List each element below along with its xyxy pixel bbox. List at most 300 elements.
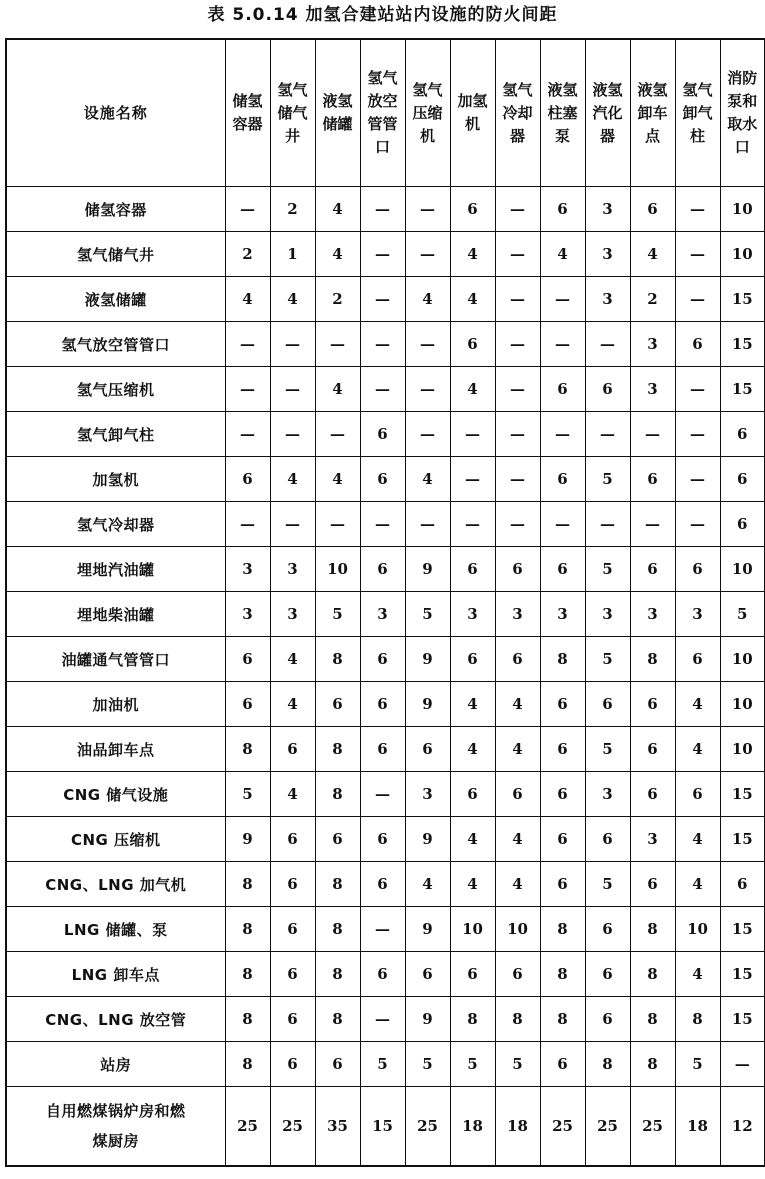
row-name: 氢气冷却器 — [76, 515, 155, 534]
distance-cell: 4 — [270, 457, 315, 502]
row-name: CNG、LNG 放空管 — [45, 1010, 187, 1029]
table-row — [6, 1087, 765, 1167]
distance-cell: — — [360, 187, 405, 232]
distance-cell: 6 — [675, 637, 720, 682]
distance-cell: 6 — [720, 412, 765, 457]
distance-cell: 9 — [405, 907, 450, 952]
distance-cell: 10 — [720, 232, 765, 277]
distance-cell: 6 — [540, 457, 585, 502]
distance-cell: 6 — [495, 547, 540, 592]
distance-cell: 8 — [630, 997, 675, 1042]
row-name: 埋地汽油罐 — [76, 560, 155, 579]
distance-cell: 25 — [540, 1087, 585, 1167]
distance-cell: 6 — [270, 1042, 315, 1087]
distance-cell: 9 — [405, 997, 450, 1042]
distance-cell: 18 — [675, 1087, 720, 1167]
distance-cell: — — [450, 457, 495, 502]
row-name: 加油机 — [92, 695, 139, 714]
distance-cell: — — [360, 907, 405, 952]
row-name: 储氢容器 — [84, 200, 147, 219]
distance-cell: 6 — [630, 727, 675, 772]
distance-cell: 15 — [720, 367, 765, 412]
distance-cell: 6 — [270, 907, 315, 952]
row-name: 液氢储罐 — [84, 290, 147, 309]
distance-cell: 8 — [630, 952, 675, 997]
distance-cell: — — [405, 322, 450, 367]
row-name: 加氢机 — [92, 470, 139, 489]
distance-cell: 6 — [540, 727, 585, 772]
column-header-label: 液氢柱塞泵 — [547, 80, 578, 145]
distance-cell: 6 — [225, 637, 270, 682]
row-name: LNG 储罐、泵 — [63, 920, 168, 939]
distance-cell: 6 — [585, 907, 630, 952]
row-name-cell — [6, 952, 225, 997]
distance-cell: 18 — [495, 1087, 540, 1167]
distance-cell: 3 — [495, 592, 540, 637]
table-row — [6, 277, 765, 322]
distance-cell: — — [405, 367, 450, 412]
table-row — [6, 907, 765, 952]
column-header — [405, 39, 450, 187]
row-name-cell — [6, 682, 225, 727]
row-name-cell — [6, 547, 225, 592]
distance-cell: 15 — [720, 322, 765, 367]
distance-cell: 6 — [405, 952, 450, 997]
distance-cell: 4 — [315, 232, 360, 277]
table-row — [6, 232, 765, 277]
fire-distance-table — [5, 38, 765, 1167]
distance-cell: — — [585, 502, 630, 547]
distance-cell: 6 — [360, 412, 405, 457]
distance-cell: 8 — [225, 727, 270, 772]
distance-cell: — — [225, 187, 270, 232]
row-name-cell — [6, 232, 225, 277]
distance-cell: 3 — [585, 592, 630, 637]
distance-cell: 6 — [495, 952, 540, 997]
distance-cell: 5 — [315, 592, 360, 637]
distance-cell: — — [360, 502, 405, 547]
distance-cell: 6 — [540, 187, 585, 232]
distance-cell: 8 — [540, 997, 585, 1042]
distance-cell: 8 — [315, 637, 360, 682]
distance-cell: 15 — [720, 277, 765, 322]
distance-cell: — — [630, 412, 675, 457]
table-row — [6, 952, 765, 997]
column-header — [315, 39, 360, 187]
distance-cell: — — [225, 367, 270, 412]
distance-cell: 6 — [585, 367, 630, 412]
distance-cell: 8 — [225, 997, 270, 1042]
distance-cell: 3 — [225, 592, 270, 637]
column-header-label: 液氢汽化器 — [592, 80, 623, 145]
distance-cell: 6 — [360, 817, 405, 862]
distance-cell: 8 — [540, 637, 585, 682]
distance-cell: — — [495, 502, 540, 547]
row-name-cell — [6, 727, 225, 772]
distance-cell: 3 — [405, 772, 450, 817]
row-name: 油罐通气管管口 — [61, 650, 170, 669]
distance-cell: 9 — [405, 682, 450, 727]
distance-cell: 6 — [540, 682, 585, 727]
distance-cell: — — [720, 1042, 765, 1087]
distance-cell: 4 — [270, 637, 315, 682]
distance-cell: 2 — [225, 232, 270, 277]
distance-cell: — — [630, 502, 675, 547]
table-row — [6, 367, 765, 412]
distance-cell: — — [405, 502, 450, 547]
distance-cell: — — [495, 232, 540, 277]
table-row — [6, 727, 765, 772]
distance-cell: 8 — [225, 907, 270, 952]
distance-cell: 6 — [360, 727, 405, 772]
distance-cell: 8 — [540, 952, 585, 997]
column-header — [495, 39, 540, 187]
column-header-label: 液氢储罐 — [322, 92, 353, 133]
distance-cell: 4 — [450, 727, 495, 772]
distance-cell: 3 — [630, 592, 675, 637]
table-row — [6, 187, 765, 232]
table-row — [6, 457, 765, 502]
distance-cell: 9 — [405, 547, 450, 592]
distance-cell: 6 — [315, 817, 360, 862]
distance-cell: — — [495, 187, 540, 232]
distance-cell: 3 — [585, 772, 630, 817]
distance-cell: 25 — [405, 1087, 450, 1167]
distance-cell: — — [270, 322, 315, 367]
distance-cell: 8 — [675, 997, 720, 1042]
row-name-cell — [6, 997, 225, 1042]
distance-cell: 10 — [495, 907, 540, 952]
table-row — [6, 1042, 765, 1087]
distance-cell: 5 — [450, 1042, 495, 1087]
distance-cell: — — [360, 232, 405, 277]
distance-cell: 12 — [720, 1087, 765, 1167]
distance-cell: — — [675, 277, 720, 322]
distance-cell: 6 — [540, 817, 585, 862]
row-name-cell — [6, 772, 225, 817]
distance-cell: 6 — [315, 682, 360, 727]
distance-cell: — — [495, 322, 540, 367]
table-header-row — [6, 39, 765, 187]
distance-cell: 6 — [540, 862, 585, 907]
distance-cell: 4 — [630, 232, 675, 277]
row-name: 油品卸车点 — [76, 740, 155, 759]
distance-cell: — — [675, 187, 720, 232]
row-name: CNG 压缩机 — [70, 830, 161, 849]
distance-cell: 4 — [495, 727, 540, 772]
distance-cell: 4 — [405, 277, 450, 322]
distance-cell: 15 — [720, 817, 765, 862]
distance-cell: 6 — [450, 187, 495, 232]
distance-cell: 3 — [630, 367, 675, 412]
distance-cell: 8 — [585, 1042, 630, 1087]
distance-cell: 2 — [315, 277, 360, 322]
distance-cell: — — [495, 412, 540, 457]
distance-cell: 4 — [675, 952, 720, 997]
distance-cell: 4 — [450, 277, 495, 322]
row-name-cell — [6, 412, 225, 457]
table-row — [6, 547, 765, 592]
distance-cell: 25 — [585, 1087, 630, 1167]
distance-cell: 8 — [315, 997, 360, 1042]
table-row — [6, 637, 765, 682]
distance-cell: — — [225, 412, 270, 457]
table-row — [6, 997, 765, 1042]
distance-cell: — — [540, 502, 585, 547]
table-row — [6, 817, 765, 862]
distance-cell: 8 — [225, 952, 270, 997]
distance-cell: — — [315, 502, 360, 547]
distance-cell: 3 — [540, 592, 585, 637]
column-header — [585, 39, 630, 187]
distance-cell: 6 — [675, 772, 720, 817]
distance-cell: 15 — [720, 772, 765, 817]
distance-cell: 3 — [270, 547, 315, 592]
table-row — [6, 592, 765, 637]
distance-cell: 6 — [315, 1042, 360, 1087]
distance-cell: 6 — [540, 367, 585, 412]
distance-cell: 8 — [495, 997, 540, 1042]
table-row — [6, 412, 765, 457]
distance-cell: — — [405, 187, 450, 232]
row-name-cell — [6, 862, 225, 907]
distance-cell: 6 — [585, 817, 630, 862]
distance-cell: 8 — [630, 1042, 675, 1087]
distance-cell: — — [270, 367, 315, 412]
distance-cell: — — [495, 457, 540, 502]
distance-cell: 5 — [585, 547, 630, 592]
distance-cell: 4 — [450, 817, 495, 862]
row-name-cell — [6, 457, 225, 502]
distance-cell: 6 — [585, 952, 630, 997]
distance-cell: 10 — [450, 907, 495, 952]
distance-cell: 3 — [270, 592, 315, 637]
distance-cell: 3 — [225, 547, 270, 592]
column-header — [270, 39, 315, 187]
table-row — [6, 772, 765, 817]
distance-cell: 4 — [270, 277, 315, 322]
distance-cell: — — [540, 322, 585, 367]
column-header — [630, 39, 675, 187]
distance-cell: 5 — [585, 862, 630, 907]
distance-cell: 4 — [270, 682, 315, 727]
distance-cell: 4 — [315, 187, 360, 232]
distance-cell: 6 — [360, 547, 405, 592]
column-header-label: 消防泵和取水口 — [727, 69, 758, 156]
distance-cell: — — [450, 502, 495, 547]
row-name: CNG、LNG 加气机 — [45, 875, 187, 894]
row-name-cell — [6, 592, 225, 637]
distance-cell: 6 — [720, 862, 765, 907]
column-header-label: 氢气卸气柱 — [682, 80, 713, 145]
distance-cell: 6 — [270, 862, 315, 907]
distance-cell: — — [360, 997, 405, 1042]
distance-cell: — — [540, 412, 585, 457]
distance-cell: 3 — [585, 187, 630, 232]
distance-cell: 6 — [630, 682, 675, 727]
distance-cell: 35 — [315, 1087, 360, 1167]
distance-cell: 4 — [495, 817, 540, 862]
distance-cell: 4 — [495, 862, 540, 907]
distance-cell: 25 — [270, 1087, 315, 1167]
row-name-cell — [6, 1087, 225, 1167]
distance-cell: 4 — [675, 727, 720, 772]
distance-cell: 6 — [495, 772, 540, 817]
distance-cell: 9 — [405, 817, 450, 862]
distance-cell: 6 — [630, 457, 675, 502]
column-header — [720, 39, 765, 187]
row-name-cell — [6, 187, 225, 232]
distance-cell: 6 — [540, 772, 585, 817]
distance-cell: 4 — [405, 862, 450, 907]
distance-cell: 5 — [405, 592, 450, 637]
distance-cell: 5 — [225, 772, 270, 817]
distance-cell: 3 — [630, 322, 675, 367]
distance-cell: 8 — [315, 772, 360, 817]
distance-cell: 5 — [585, 457, 630, 502]
corner-header: 设施名称 — [6, 39, 225, 187]
row-name-cell — [6, 367, 225, 412]
distance-cell: 6 — [270, 952, 315, 997]
row-name-cell — [6, 817, 225, 862]
distance-cell: 4 — [675, 682, 720, 727]
distance-cell: 6 — [360, 952, 405, 997]
distance-cell: 1 — [270, 232, 315, 277]
distance-cell: 5 — [495, 1042, 540, 1087]
distance-cell: 6 — [630, 547, 675, 592]
column-header — [360, 39, 405, 187]
distance-cell: 5 — [360, 1042, 405, 1087]
column-header — [225, 39, 270, 187]
distance-cell: 4 — [405, 457, 450, 502]
distance-cell: 6 — [225, 682, 270, 727]
distance-cell: 6 — [585, 997, 630, 1042]
distance-cell: 10 — [720, 727, 765, 772]
distance-cell: — — [270, 412, 315, 457]
distance-cell: 6 — [270, 817, 315, 862]
row-name-cell — [6, 637, 225, 682]
distance-cell: 3 — [630, 817, 675, 862]
distance-cell: 4 — [270, 772, 315, 817]
distance-cell: — — [360, 772, 405, 817]
distance-cell: 15 — [720, 907, 765, 952]
distance-cell: 3 — [450, 592, 495, 637]
row-name: CNG 储气设施 — [63, 785, 169, 804]
distance-cell: 6 — [450, 952, 495, 997]
distance-cell: 6 — [540, 547, 585, 592]
distance-cell: 10 — [720, 547, 765, 592]
distance-cell: 6 — [720, 502, 765, 547]
distance-cell: — — [315, 322, 360, 367]
distance-cell: — — [315, 412, 360, 457]
distance-cell: 6 — [450, 637, 495, 682]
distance-cell: 6 — [630, 772, 675, 817]
distance-cell: — — [540, 277, 585, 322]
distance-cell: 6 — [360, 637, 405, 682]
column-header-label: 氢气压缩机 — [412, 80, 443, 145]
distance-cell: 6 — [270, 727, 315, 772]
distance-cell: — — [585, 322, 630, 367]
column-header — [540, 39, 585, 187]
column-header-label: 储氢容器 — [232, 92, 263, 133]
distance-cell: 6 — [720, 457, 765, 502]
distance-cell: 6 — [585, 682, 630, 727]
column-header-label: 氢气放空管管口 — [367, 69, 398, 156]
column-header-label: 液氢卸车点 — [637, 80, 668, 145]
distance-cell: 4 — [450, 862, 495, 907]
row-name-cell — [6, 277, 225, 322]
distance-cell: 10 — [315, 547, 360, 592]
row-name-cell — [6, 502, 225, 547]
table-body — [6, 187, 765, 1167]
distance-cell: 6 — [405, 727, 450, 772]
distance-cell: 10 — [720, 187, 765, 232]
distance-cell: 10 — [720, 637, 765, 682]
distance-cell: — — [270, 502, 315, 547]
table-row — [6, 502, 765, 547]
column-header — [675, 39, 720, 187]
column-header — [450, 39, 495, 187]
distance-cell: 3 — [585, 277, 630, 322]
distance-cell: 4 — [675, 862, 720, 907]
distance-cell: 18 — [450, 1087, 495, 1167]
distance-cell: 6 — [450, 322, 495, 367]
row-name-cell — [6, 322, 225, 367]
distance-cell: 10 — [720, 682, 765, 727]
distance-cell: 10 — [675, 907, 720, 952]
distance-cell: 4 — [315, 457, 360, 502]
distance-cell: — — [405, 412, 450, 457]
distance-cell: — — [360, 322, 405, 367]
distance-cell: 4 — [450, 682, 495, 727]
distance-cell: 6 — [270, 997, 315, 1042]
row-name: 埋地柴油罐 — [76, 605, 155, 624]
distance-cell: 4 — [495, 682, 540, 727]
distance-cell: 9 — [405, 637, 450, 682]
distance-cell: — — [360, 367, 405, 412]
column-header-label: 加氢机 — [457, 92, 488, 133]
distance-cell: 6 — [450, 772, 495, 817]
distance-cell: — — [225, 322, 270, 367]
row-name: 氢气压缩机 — [76, 380, 155, 399]
distance-cell: 25 — [630, 1087, 675, 1167]
distance-cell: 8 — [315, 952, 360, 997]
row-name: 氢气卸气柱 — [76, 425, 155, 444]
distance-cell: — — [675, 457, 720, 502]
distance-cell: 25 — [225, 1087, 270, 1167]
distance-cell: 3 — [360, 592, 405, 637]
table-row — [6, 862, 765, 907]
table-title: 表 5.0.14 加氢合建站站内设施的防火间距 — [207, 5, 558, 25]
distance-cell: 4 — [450, 232, 495, 277]
distance-cell: 3 — [675, 592, 720, 637]
distance-cell: 15 — [720, 952, 765, 997]
distance-cell: 6 — [360, 862, 405, 907]
distance-cell: 4 — [225, 277, 270, 322]
row-name: LNG 卸车点 — [71, 965, 160, 984]
row-name: 氢气储气井 — [76, 245, 155, 264]
distance-cell: 4 — [675, 817, 720, 862]
distance-cell: — — [495, 277, 540, 322]
distance-cell: 6 — [225, 457, 270, 502]
column-header-label: 氢气储气井 — [277, 80, 308, 145]
row-name-cell — [6, 1042, 225, 1087]
distance-cell: 5 — [585, 727, 630, 772]
row-name: 自用燃煤锅炉房和燃煤厨房 — [45, 1102, 186, 1150]
distance-cell: 4 — [450, 367, 495, 412]
distance-cell: 5 — [585, 637, 630, 682]
distance-cell: 8 — [540, 907, 585, 952]
